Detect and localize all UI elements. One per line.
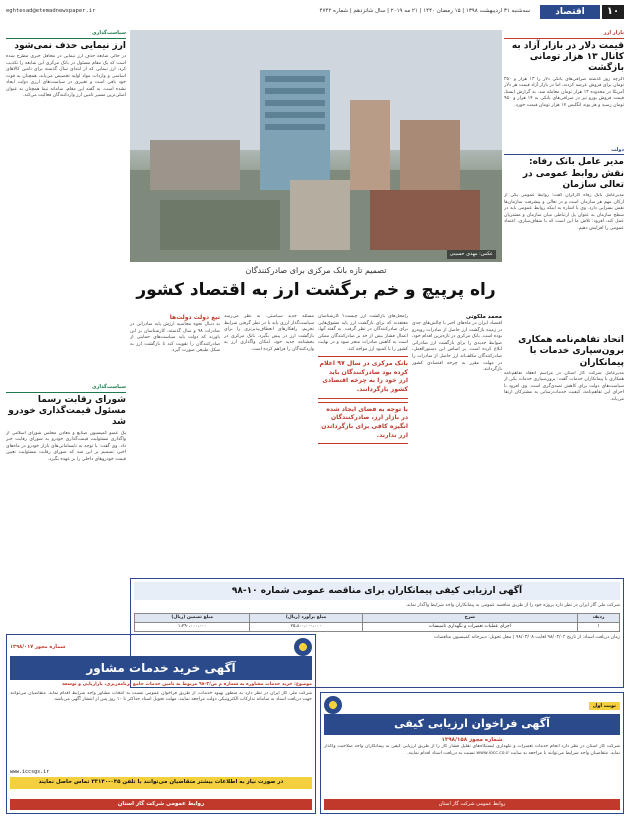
- table-cell: ۱،۲۹۰،۰۰۰،۰۰۰: [135, 622, 250, 631]
- tender-table: [134, 613, 620, 632]
- pull-quote: با توجه به فضای ایجاد شده در بازار ارز، صادرکنندگان انگیزه کافی برای بازگرداندن ارز ندارند.: [318, 402, 408, 445]
- story-body: مدیرعامل شرکت گاز استان در مراسم انعقاد تفاهم‌نامه همکاری با پیمانکاران خدمات گفت: برون‌سپاری خدمات یکی از سیاست‌های دولت برای کاهش تصدی‌گری است. وی افزود با اجرای این تفاهم‌نامه، کیفیت خدمات‌رسانی به مشترکان ارتقا می‌یابد.: [504, 370, 624, 402]
- kicker: تصمیم تازه بانک مرکزی برای صادرکنندگان: [245, 266, 387, 275]
- ad-title: آگهی ارزیابی کیفی پیمانکاران برای مناقصه عمومی شماره ۱۰-۹۸: [134, 582, 620, 600]
- story-body: در حالی شایعه حذف ارز نیمایی در محافل خبری مطرح شده است که یک مقام مسئول در بانک مرکزی این شایعه را تکذیب کرد. ارز نیمایی که از ابتدای سال گذشته برای تامین کالاهای اساسی و واردات مواد اولیه تخصیص می‌یابد، همچنان به قوت خود باقی است و تغییری در سیاست‌های ارزی دولت ایجاد نشده است. به گفته این مقام، سامانه نیما همچنان به عنوان اصلی‌ترین مسیر تامین ارز واردکنندگان فعالیت می‌کند.: [6, 54, 126, 99]
- ad-body: شرکت گاز استان در نظر دارد انجام خدمات تعمیرات و نگهداری ایستگاه‌های تقلیل فشار گاز را از طریق ارزیابی کیفی به پیمانکاران واجد صلاحیت واگذار نماید. متقاضیان واجد شرایط می‌توانند با مراجعه به سایت www.iocc.co.ir نسبت به دریافت اسناد اقدام نمایند.: [324, 744, 620, 756]
- ad-title: آگهی فراخوان ارزیابی کیفی: [324, 714, 620, 735]
- skyline-image: [130, 30, 502, 262]
- ad-body: شرکت ملی گاز ایران در نظر دارد به منظور بهبود خدمات، از طریق فراخوان عمومی نسبت به انتخاب مشاور واجد شرایط اقدام نماید. متقاضیان می‌توانند جهت دریافت اسناد به سامانه تدارکات الکترونیکی دولت مراجعه نمایند. مهلت تحویل اسناد حداکثر تا ۱۰ روز پس از انتشار آگهی می‌باشد.: [10, 690, 312, 703]
- section-label: اقتصاد: [540, 5, 600, 19]
- table-cell: اجرای عملیات تعمیرات و نگهداری تاسیسات: [362, 622, 578, 631]
- ad-footer: روابط عمومی شرکت گاز استان: [10, 799, 312, 810]
- table-cell: ۲۵،۸۰۰،۰۰۰،۰۰۰: [250, 622, 362, 631]
- left-column: [6, 30, 126, 581]
- ad-footer: روابط عمومی شرکت گاز استان: [324, 799, 620, 810]
- consulting-advertisement: [6, 634, 316, 814]
- ad-reference: شماره مجوز ۱۳۹۸/۰۱۷: [10, 643, 66, 650]
- website-link[interactable]: eghtesad@etemadnewspaper.ir: [6, 8, 96, 15]
- story-column: [412, 314, 502, 576]
- ad-title: آگهی خرید خدمات مشاور: [10, 656, 312, 680]
- story-column: [224, 314, 314, 576]
- story-body: اگرچه روز گذشته صرافی‌های بانکی دلار را ۱۳ هزار و ۳۵۰ تومان برای فروش عرضه کردند، اما در بازار آزاد قیمت هر دلار آمریکا در محدوده ۱۳ هزار تومان معامله شد. به گزارش ایسنا، قیمت فروش یورو نیز در صرافی‌های بانکی به ۱۴ هزار و ۹۵۰ تومان رسید و هر پوند انگلیس ۱۷ هزار تومان قیمت خورد.: [504, 76, 624, 108]
- table-row: [135, 622, 620, 631]
- photo-credit: عکس: مهدی حسینی: [447, 250, 496, 259]
- ad-website[interactable]: www.iccsgs.ir: [10, 768, 50, 775]
- author-name: محمد ملکوتی: [465, 314, 502, 320]
- city-skyline-photo: [130, 30, 502, 262]
- pull-quote: بانک مرکزی در سال ۹۷ اعلام کرده بود صادرکنندگان باید ارز خود را به چرخه اقتصادی کشور بازگردانند.: [318, 356, 408, 399]
- story-title[interactable]: اتحاد تفاهم‌نامه همکاری برون‌سپاری خدمات با پیمانکاران: [518, 335, 624, 368]
- story-paragraph: به دنبال نحوه محاسبه ارزش پایه صادراتی در صادرات ۹۸ و سال گذشته، کارشناسان بر این باورند که دولت باید سیاست‌های حمایتی از صادرکنندگان را تقویت کند تا بازگشت ارز به شکل طبیعی صورت گیرد.: [130, 322, 220, 354]
- table-header: مبلغ برآورد (ریال): [250, 613, 362, 622]
- story-title[interactable]: شورای رقابت رسما مسئول قیمت‌گذاری خودرو شد: [8, 394, 126, 428]
- page-header: [6, 4, 624, 20]
- section-tag: سیاست‌گذاری: [6, 30, 126, 39]
- table-header: ردیف: [578, 613, 620, 622]
- company-logo-icon: [324, 696, 342, 714]
- main-headline-block: [130, 266, 502, 302]
- ad-badge: نوبت اول: [589, 702, 620, 711]
- story-body: یک عضو کمیسیون صنایع و معادن مجلس شورای اسلامی از واگذاری مسئولیت قیمت‌گذاری خودرو به شورای رقابت خبر داد. وی گفت: با توجه به نابسامانی‌های بازار خودرو در ماه‌های اخیر، تصمیم بر این شد که شورای رقابت مسئولیت تعیین قیمت خودروهای داخلی را بر عهده بگیرد.: [6, 430, 126, 462]
- table-header: شرح: [362, 613, 578, 622]
- story-title[interactable]: قیمت دلار در بازار آزاد به کانال ۱۳ هزار تومانی بازگشت: [511, 40, 624, 74]
- section-tag: سیاست‌گذاری: [6, 384, 126, 393]
- story-title[interactable]: ارز نیمایی حذف نمی‌شود: [14, 40, 126, 51]
- ad-intro: شرکت ملی گاز ایران در نظر دارد پروژه خود را از طریق مناقصه عمومی به پیمانکاران واجد شرایط واگذار نماید.: [405, 603, 620, 609]
- story-paragraph: مسئله جدید سیاستی. به نظر می‌رسد سیاست‌گذار ارزی باید با در نظر گرفتن شرایط تحریم، راهکارهای انعطاف‌پذیرتری را برای بازگشت ارز در پیش بگیرد. بانک مرکزی در بخشنامه جدید خود، امکان واگذاری ارز به واردکنندگان را فراهم کرده است.: [224, 314, 314, 352]
- main-headline[interactable]: راه پرپیچ و خم برگشت ارز به اقتصاد کشور: [136, 279, 496, 300]
- table-cell: ۱: [578, 622, 620, 631]
- story-body: مدیرعامل بانک رفاه کارگران گفت: روابط عمومی یکی از ارکان مهم هر سازمان است و در تعالی و پیشرفت سازمان‌ها نقش بسزایی دارد. وی با اشاره به اینکه روابط عمومی باید در سطح سازمان به عنوان پل ارتباطی میان سازمان و مشتریان عمل کند، افزود: تلاش ما این است که با شفاف‌سازی، اعتماد عمومی را افزایش دهیم.: [504, 193, 624, 231]
- ad-reference: شماره مجوز ۱۳۹۸/۱۵۸: [441, 736, 503, 743]
- table-header: مبلغ تضمین (ریال): [135, 613, 250, 622]
- ad-notes: زمان دریافت اسناد: از تاریخ ۹۸/۰۳/۰۲ لغایت ۹۸/۰۳/۰۸ | محل تحویل: دبیرخانه کمیسیون مناقصات: [433, 634, 620, 640]
- story-column: [130, 314, 220, 576]
- story-title[interactable]: مدیر عامل بانک رفاه: نقش روابط عمومی در تعالی سازمان: [522, 157, 624, 190]
- story-paragraph: رامحل‌های بازگشت ارز چیست؟ کارشناسان معتقدند که برای بازگشت ارز باید مشوق‌هایی برای صادرکنندگان در نظر گرفت. به گفته آنها، اعمال فشار بیش از حد بر صادرکنندگان ممکن است به کاهش صادرات منجر شود و در نهایت کشور را با کمبود ارز مواجه کند.: [318, 314, 408, 352]
- date-line: سه‌شنبه ۳۱ اردیبهشت ۱۳۹۸ | ۱۵ رمضان ۱۴۴۰ | ۲۱ مه ۲۰۱۹ | سال شانزدهم | شماره ۴۷۴۲: [319, 8, 530, 15]
- main-story-body: [130, 314, 502, 576]
- qualification-advertisement: [320, 692, 624, 814]
- story-column: [318, 314, 408, 576]
- subheading: تیغ دولت دولت‌ها: [169, 314, 220, 321]
- ad-subtitle: موضوع: خرید خدمات مشاوره به شماره م ص/۳-۹۸ مربوط به تامین خدمات جامع برنامه‌ریزی، بازاریابی و توسعه: [62, 682, 312, 688]
- section-tag: بازار ارز: [504, 30, 624, 39]
- section-tag: دولت: [504, 147, 624, 156]
- company-logo-icon: [294, 638, 312, 656]
- ad-contact-stripe: در صورت نیاز به اطلاعات بیشتر متقاضیان می‌توانند با تلفن ۰۴۵-۳۳۱۴۰ تماس حاصل نمایند: [10, 777, 312, 788]
- story-paragraph: اقتصاد ایران در ماه‌های اخیر با چالش‌های جدی در زمینه بازگشت ارز حاصل از صادرات روبه‌رو بوده است. بانک مرکزی در تازه‌ترین اقدام خود، ضوابط جدیدی را برای بازگشت ارز صادراتی ابلاغ کرده است. بر اساس این دستورالعمل، صادرکنندگان مکلف‌اند ارز حاصل از صادرات را در مهلت مقرر به چرخه اقتصادی کشور بازگردانند.: [412, 321, 502, 373]
- page-number: ۱۰: [602, 5, 624, 19]
